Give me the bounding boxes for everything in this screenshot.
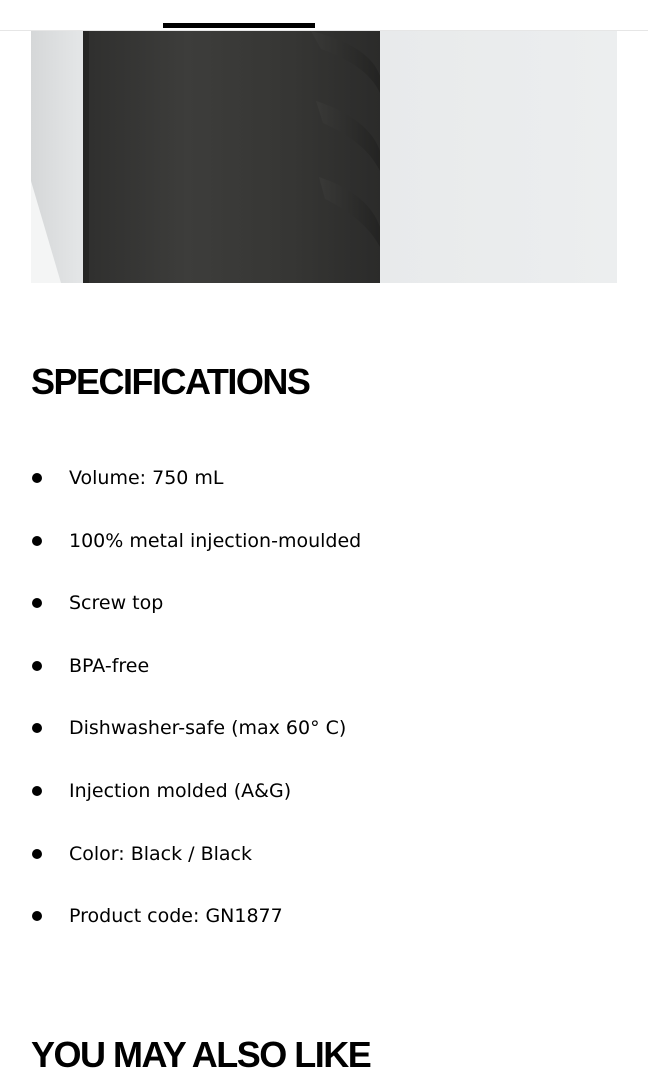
image-carousel-indicator[interactable] [163, 23, 315, 28]
list-item [0, 510, 648, 573]
bullet-icon [32, 849, 42, 859]
bullet-icon [32, 911, 42, 921]
spec-text: Dishwasher-safe (max 60° C) [69, 717, 347, 740]
you-may-also-like-heading: YOU MAY ALSO LIKE [31, 1034, 371, 1075]
bullet-icon [32, 473, 42, 483]
product-image[interactable] [31, 31, 617, 283]
specifications-heading: SPECIFICATIONS [31, 361, 310, 402]
spec-text: 100% metal injection-moulded [69, 529, 362, 552]
bullet-icon [32, 723, 42, 733]
list-item [0, 697, 648, 760]
list-item [0, 760, 648, 823]
bullet-icon [32, 661, 42, 671]
spec-text: Volume: 750 mL [69, 467, 224, 489]
top-bar [0, 0, 648, 31]
water-bottle-image [31, 31, 617, 283]
bullet-icon [32, 598, 42, 608]
spec-text: Injection molded (A&G) [69, 779, 292, 802]
spec-text: Screw top [69, 592, 164, 615]
list-item [0, 885, 648, 948]
spec-text: BPA-free [69, 654, 150, 677]
list-item [0, 635, 648, 698]
list-item [0, 572, 648, 635]
list-item [0, 823, 648, 886]
spec-text: Product code: GN1877 [69, 905, 283, 928]
bullet-icon [32, 536, 42, 546]
specifications-list [0, 447, 648, 948]
spec-text: Color: Black / Black [69, 842, 253, 865]
list-item [0, 447, 648, 510]
bullet-icon [32, 786, 42, 796]
